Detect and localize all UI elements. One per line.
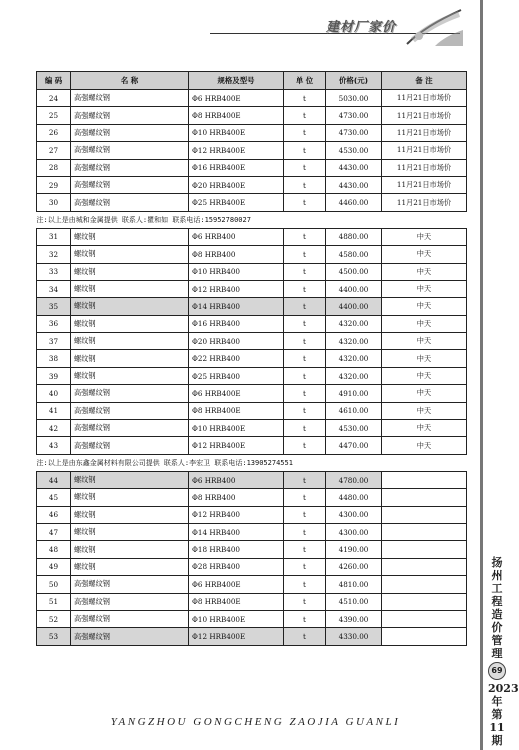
cell-name: 螺纹钢	[71, 263, 189, 280]
cell-note: 中天	[382, 246, 467, 263]
cell-unit: t	[284, 159, 326, 176]
cell-unit: t	[284, 367, 326, 384]
cell-code: 41	[37, 402, 71, 419]
footnote-row	[37, 211, 467, 228]
cell-price: 4730.00	[326, 124, 382, 141]
cell-code: 37	[37, 333, 71, 350]
cell-note: 中天	[382, 420, 467, 437]
cell-note	[382, 506, 467, 523]
table-header-row	[37, 72, 467, 90]
cell-note: 中天	[382, 402, 467, 419]
supplier-footnote: 注:以上是由城和金属提供 联系人:瞿和如 联系电话:15952780027	[37, 211, 467, 228]
table-row	[37, 489, 467, 506]
cell-spec: Φ14 HRB400	[189, 298, 284, 315]
cell-price: 4320.00	[326, 367, 382, 384]
cell-name: 高强螺纹钢	[71, 385, 189, 402]
journal-name: 扬州工程造价管理	[491, 556, 503, 660]
cell-note: 11月21日市场价	[382, 159, 467, 176]
table-row	[37, 471, 467, 488]
cell-code: 39	[37, 367, 71, 384]
cell-unit: t	[284, 194, 326, 211]
cell-name: 高强螺纹钢	[71, 402, 189, 419]
cell-code: 29	[37, 176, 71, 193]
table-row	[37, 610, 467, 627]
cell-code: 45	[37, 489, 71, 506]
cell-price: 4400.00	[326, 280, 382, 297]
cell-spec: Φ10 HRB400E	[189, 420, 284, 437]
table-row	[37, 142, 467, 159]
cell-spec: Φ20 HRB400	[189, 333, 284, 350]
cell-unit: t	[284, 333, 326, 350]
cell-price: 4480.00	[326, 489, 382, 506]
cell-code: 26	[37, 124, 71, 141]
cell-name: 高强螺纹钢	[71, 176, 189, 193]
table-row	[37, 315, 467, 332]
cell-price: 4510.00	[326, 593, 382, 610]
cell-name: 螺纹钢	[71, 246, 189, 263]
cell-note: 中天	[382, 228, 467, 245]
cell-note	[382, 610, 467, 627]
cell-name: 高强螺纹钢	[71, 107, 189, 124]
cell-spec: Φ8 HRB400	[189, 246, 284, 263]
table-body	[37, 90, 467, 646]
cell-unit: t	[284, 558, 326, 575]
table-row	[37, 558, 467, 575]
cell-name: 高强螺纹钢	[71, 159, 189, 176]
cell-name: 高强螺纹钢	[71, 576, 189, 593]
table-row	[37, 298, 467, 315]
cell-spec: Φ8 HRB400E	[189, 593, 284, 610]
table-row	[37, 107, 467, 124]
cell-spec: Φ25 HRB400	[189, 367, 284, 384]
cell-spec: Φ6 HRB400E	[189, 576, 284, 593]
cell-price: 4320.00	[326, 350, 382, 367]
cell-spec: Φ16 HRB400E	[189, 159, 284, 176]
cell-code: 53	[37, 628, 71, 645]
cell-code: 31	[37, 228, 71, 245]
cell-code: 50	[37, 576, 71, 593]
cell-spec: Φ6 HRB400E	[189, 90, 284, 107]
cell-price: 4730.00	[326, 107, 382, 124]
table-row	[37, 628, 467, 645]
cell-code: 49	[37, 558, 71, 575]
col-header-name: 名 称	[71, 72, 189, 90]
cell-unit: t	[284, 350, 326, 367]
cell-spec: Φ12 HRB400	[189, 280, 284, 297]
cell-name: 高强螺纹钢	[71, 124, 189, 141]
cell-spec: Φ12 HRB400	[189, 506, 284, 523]
cell-note	[382, 489, 467, 506]
cell-code: 38	[37, 350, 71, 367]
cell-unit: t	[284, 142, 326, 159]
cell-spec: Φ10 HRB400E	[189, 124, 284, 141]
cell-code: 33	[37, 263, 71, 280]
cell-note	[382, 558, 467, 575]
cell-unit: t	[284, 298, 326, 315]
cell-note	[382, 628, 467, 645]
cell-code: 36	[37, 315, 71, 332]
table-row	[37, 194, 467, 211]
table-row	[37, 176, 467, 193]
table-row	[37, 246, 467, 263]
cell-spec: Φ12 HRB400E	[189, 437, 284, 454]
cell-unit: t	[284, 506, 326, 523]
cell-spec: Φ8 HRB400E	[189, 402, 284, 419]
issue-label: 2023年第11期	[488, 682, 519, 747]
cell-code: 30	[37, 194, 71, 211]
cell-note: 中天	[382, 263, 467, 280]
cell-unit: t	[284, 124, 326, 141]
cell-name: 螺纹钢	[71, 471, 189, 488]
table-row	[37, 159, 467, 176]
cell-note: 中天	[382, 315, 467, 332]
cell-name: 高强螺纹钢	[71, 610, 189, 627]
cell-price: 4190.00	[326, 541, 382, 558]
table-row	[37, 263, 467, 280]
cell-spec: Φ16 HRB400	[189, 315, 284, 332]
cell-name: 高强螺纹钢	[71, 420, 189, 437]
cell-unit: t	[284, 246, 326, 263]
cell-note: 中天	[382, 437, 467, 454]
cell-unit: t	[284, 628, 326, 645]
cell-note: 11月21日市场价	[382, 176, 467, 193]
cell-unit: t	[284, 107, 326, 124]
cell-price: 4580.00	[326, 246, 382, 263]
table-row	[37, 576, 467, 593]
cell-name: 螺纹钢	[71, 367, 189, 384]
cell-price: 4500.00	[326, 263, 382, 280]
cell-spec: Φ22 HRB400	[189, 350, 284, 367]
cell-note	[382, 593, 467, 610]
cell-spec: Φ10 HRB400E	[189, 610, 284, 627]
supplier-footnote: 注:以上是由东鑫金属材料有限公司提供 联系人:李宏卫 联系电话:13905274551	[37, 454, 467, 471]
cell-note: 中天	[382, 280, 467, 297]
cell-note	[382, 541, 467, 558]
cell-price: 4260.00	[326, 558, 382, 575]
cell-code: 44	[37, 471, 71, 488]
table-row	[37, 124, 467, 141]
col-header-price: 价格(元)	[326, 72, 382, 90]
cell-name: 高强螺纹钢	[71, 194, 189, 211]
cell-unit: t	[284, 541, 326, 558]
footnote-row	[37, 454, 467, 471]
cell-price: 4300.00	[326, 506, 382, 523]
cell-name: 螺纹钢	[71, 228, 189, 245]
cell-unit: t	[284, 576, 326, 593]
cell-note: 中天	[382, 367, 467, 384]
cell-price: 4470.00	[326, 437, 382, 454]
cell-note	[382, 576, 467, 593]
col-header-unit: 单 位	[284, 72, 326, 90]
cell-code: 34	[37, 280, 71, 297]
cell-price: 4390.00	[326, 610, 382, 627]
table-row	[37, 367, 467, 384]
cell-price: 4330.00	[326, 628, 382, 645]
cell-unit: t	[284, 437, 326, 454]
cell-name: 螺纹钢	[71, 541, 189, 558]
cell-note: 11月21日市场价	[382, 142, 467, 159]
cell-code: 28	[37, 159, 71, 176]
cell-unit: t	[284, 90, 326, 107]
cell-unit: t	[284, 263, 326, 280]
cell-unit: t	[284, 523, 326, 540]
cell-unit: t	[284, 471, 326, 488]
cell-price: 4460.00	[326, 194, 382, 211]
cell-price: 4910.00	[326, 385, 382, 402]
table-row	[37, 420, 467, 437]
cell-code: 32	[37, 246, 71, 263]
cell-code: 52	[37, 610, 71, 627]
cell-price: 4810.00	[326, 576, 382, 593]
cell-price: 4400.00	[326, 298, 382, 315]
cell-unit: t	[284, 489, 326, 506]
cell-unit: t	[284, 228, 326, 245]
cell-price: 4430.00	[326, 159, 382, 176]
cell-name: 高强螺纹钢	[71, 437, 189, 454]
cell-code: 47	[37, 523, 71, 540]
cell-unit: t	[284, 315, 326, 332]
cell-spec: Φ8 HRB400E	[189, 107, 284, 124]
cell-name: 螺纹钢	[71, 315, 189, 332]
cell-note: 中天	[382, 298, 467, 315]
cell-name: 螺纹钢	[71, 558, 189, 575]
cell-price: 4430.00	[326, 176, 382, 193]
cell-note: 中天	[382, 350, 467, 367]
cell-spec: Φ14 HRB400	[189, 523, 284, 540]
cell-name: 高强螺纹钢	[71, 90, 189, 107]
cell-note: 11月21日市场价	[382, 107, 467, 124]
cell-name: 螺纹钢	[71, 506, 189, 523]
table-row	[37, 90, 467, 107]
cell-price: 4300.00	[326, 523, 382, 540]
cell-code: 25	[37, 107, 71, 124]
cell-price: 4530.00	[326, 142, 382, 159]
table-row	[37, 280, 467, 297]
cell-price: 5030.00	[326, 90, 382, 107]
table-row	[37, 333, 467, 350]
cell-note: 中天	[382, 385, 467, 402]
cell-spec: Φ6 HRB400	[189, 471, 284, 488]
table-row	[37, 402, 467, 419]
cell-note	[382, 471, 467, 488]
table-row	[37, 593, 467, 610]
cell-spec: Φ8 HRB400	[189, 489, 284, 506]
cell-unit: t	[284, 280, 326, 297]
cell-name: 螺纹钢	[71, 350, 189, 367]
cell-unit: t	[284, 176, 326, 193]
cell-code: 48	[37, 541, 71, 558]
cell-name: 螺纹钢	[71, 333, 189, 350]
cell-price: 4610.00	[326, 402, 382, 419]
cell-name: 高强螺纹钢	[71, 142, 189, 159]
table-row	[37, 541, 467, 558]
cell-unit: t	[284, 402, 326, 419]
cell-code: 46	[37, 506, 71, 523]
footer-text: YANGZHOU GONGCHENG ZAOJIA GUANLI	[110, 716, 401, 728]
cell-code: 35	[37, 298, 71, 315]
cell-spec: Φ28 HRB400	[189, 558, 284, 575]
cell-code: 27	[37, 142, 71, 159]
cell-name: 螺纹钢	[71, 298, 189, 315]
cell-spec: Φ12 HRB400E	[189, 142, 284, 159]
cell-unit: t	[284, 593, 326, 610]
table-row	[37, 437, 467, 454]
cell-unit: t	[284, 385, 326, 402]
cell-spec: Φ10 HRB400	[189, 263, 284, 280]
cell-price: 4880.00	[326, 228, 382, 245]
pen-icon	[405, 6, 463, 46]
cell-name: 高强螺纹钢	[71, 593, 189, 610]
table-row	[37, 228, 467, 245]
cell-code: 40	[37, 385, 71, 402]
price-table	[36, 71, 467, 646]
cell-note	[382, 523, 467, 540]
col-header-spec: 规格及型号	[189, 72, 284, 90]
cell-unit: t	[284, 610, 326, 627]
cell-code: 24	[37, 90, 71, 107]
cell-spec: Φ12 HRB400E	[189, 628, 284, 645]
side-bar	[480, 0, 483, 750]
cell-price: 4530.00	[326, 420, 382, 437]
cell-spec: Φ25 HRB400E	[189, 194, 284, 211]
table-row	[37, 350, 467, 367]
col-header-note: 备 注	[382, 72, 467, 90]
table-row	[37, 523, 467, 540]
col-header-code: 编 码	[37, 72, 71, 90]
cell-price: 4780.00	[326, 471, 382, 488]
cell-price: 4320.00	[326, 333, 382, 350]
cell-spec: Φ6 HRB400	[189, 228, 284, 245]
cell-name: 高强螺纹钢	[71, 628, 189, 645]
cell-unit: t	[284, 420, 326, 437]
cell-spec: Φ20 HRB400E	[189, 176, 284, 193]
cell-code: 42	[37, 420, 71, 437]
cell-note: 11月21日市场价	[382, 90, 467, 107]
section-title: 建材厂家价	[326, 20, 397, 35]
table-row	[37, 385, 467, 402]
cell-note: 中天	[382, 333, 467, 350]
cell-price: 4320.00	[326, 315, 382, 332]
cell-note: 11月21日市场价	[382, 194, 467, 211]
page-number: 69	[488, 662, 506, 680]
cell-spec: Φ18 HRB400	[189, 541, 284, 558]
cell-name: 螺纹钢	[71, 280, 189, 297]
cell-note: 11月21日市场价	[382, 124, 467, 141]
cell-spec: Φ6 HRB400E	[189, 385, 284, 402]
table-row	[37, 506, 467, 523]
cell-name: 螺纹钢	[71, 489, 189, 506]
cell-name: 螺纹钢	[71, 523, 189, 540]
cell-code: 43	[37, 437, 71, 454]
cell-code: 51	[37, 593, 71, 610]
